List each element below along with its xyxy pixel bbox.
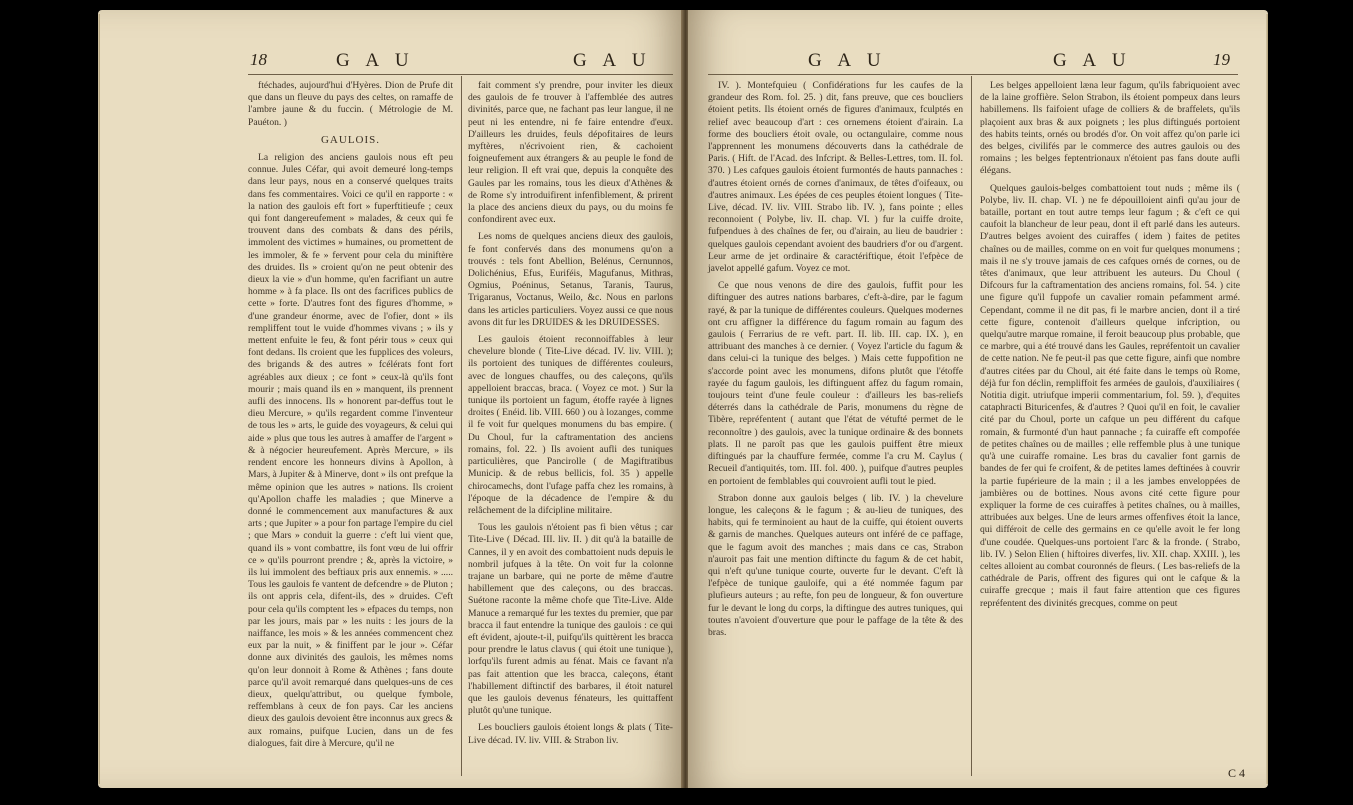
book-spread xyxy=(98,10,1268,800)
left-running-head-1: G A U xyxy=(336,50,415,71)
right-column-2 xyxy=(980,80,1240,615)
paragraph: Strabon donne aux gaulois belges ( lib. IV. ) la chevelure longue, les caleçons & le fagum ; & au-lieu de tuniques, des habits, qui fe terminoient au haut de la cuiffe, qui étoient ouverts & garnis de manches. Quelques auteurs ont inféré de ce paffage, que le fagum avoit des manches ; mais dans ce cas, Strabon n'auroit pas fait une mention diftincte du fagum & de cet habit, qui n'eft qu'une tunique courte, ouverte fur le devant. C'eft là l'efpèce de tunique gauloife, qui a été nommée fagum par plufieurs auteurs ; au refte, fon peu de longueur, & fon ouverture fur le devant le long du corps, la diftingue des autres tuniques, qui toutes n'avoient d'ouverture que pour le paffage de la tête & des bras. xyxy=(708,492,963,638)
right-running-head-1: G A U xyxy=(808,50,887,71)
left-column-2 xyxy=(468,80,673,752)
left-head-rule xyxy=(248,74,673,75)
signature-mark: C 4 xyxy=(1228,766,1246,780)
left-running-head-2: G A U xyxy=(573,50,652,71)
paragraph: ftéchades, aujourd'hui d'Hyères. Dion de Prufe dit que dans un fleuve du pays des celtes, on ramaffe de l'ambre jaune & du fuccin. ( Métrologie de M. Pauéton. ) xyxy=(248,80,453,128)
paragraph: fait comment s'y prendre, pour inviter les dieux des gaulois de fe trouver à l'affemblée des autres divinités, parce que, ne fachant pas leur langue, il ne peut ni les entendre, ni fe faire entendre d'eux. D'ailleurs les druides, feuls dépofitaires de leurs myftères, n'écrivoient rien, & cachoient foigneufement aux étrangers & au peuple le fond de leur religion. Il eft vrai que, depuis la conquête des Gaules par les romains, tous les dieux d'Athènes & de Rome s'y introduifirent infenfiblement, & prirent la place des anciens dieux du pays, ou du moins fe confondirent avec eux. xyxy=(468,80,673,226)
paragraph: IV. ). Montefquieu ( Confidérations fur les caufes de la grandeur des Rom. fol. 25. ) dit, fans preuve, que ces boucliers étoient petits. Ils étoient ornés de figures d'animaux, fculptés en relief avec beaucoup d'art : ces ornemens étoient d'airain. La forme des boucliers étoit ovale, ou octangulaire, comme nous l'apprennent les monumens découverts dans la cathédrale de Paris. ( Hift. de l'Acad. des Infcript. & Belles-Lettres, tom. II. fol. 370. ) Les cafques gaulois étoient furmontés de hauts pannaches : d'autres étoient ornés de cornes d'animaux, de têtes d'oifeaux, ou d'autres animaux. Les épées de ces peuples étoient longues ( Tite-Live, décad. IV. liv. VIII. Strabo lib. IV. ), fans pointe ; elles reconnoient ( Polybe, liv. II. chap. VI. ) fur la cuiffe droite, fufpendues à des chaînes de fer, ou d'airain, au lieu de baudrier : quelques gaulois cependant avoient des baudriers d'or ou d'argent. Leur arme de jet ordinaire & caractériftique, étoit l'efpèce de javelot appellé gafum. Voyez ce mot. xyxy=(708,80,963,275)
left-column-1 xyxy=(248,80,453,755)
right-page-number: 19 xyxy=(1213,50,1230,69)
left-page-number: 18 xyxy=(250,50,267,69)
right-page-edge xyxy=(1266,14,1268,784)
right-head-rule xyxy=(708,74,1238,75)
left-page-edge xyxy=(98,14,100,784)
left-column-rule xyxy=(461,76,462,776)
right-column-1 xyxy=(708,80,963,644)
paragraph: La religion des anciens gaulois nous eft peu connue. Jules Céfar, qui avoit demeuré long-temps dans leur pays, nous en a conservé quelques traits dans fes commentaires. Voici ce qu'il en rapporte : « la nation des gaulois eft fort » fuperftitieufe ; ceux qui font dangereufement » malades, & ceux qui fe trouvent dans des combats & dans des périls, immolent des victimes » humaines, ou promettent de les immoler, & fe » fervent pour cela du miniftère des druides. Ils » croient qu'on ne peut obtenir des dieux la vie » d'un homme, qu'en facrifiant un autre homme » à fa place. Ils ont des facrifices publics de cette » forte. D'autres font des figures d'homme, » d'une grandeur énorme, avec de l'ofier, dont » ils rempliffent tout le vuide d'hommes vivans ; » ils y mettent enfuite le feu, & font périr tous » ceux qui font dedans. Ils croient que les fupplices des voleurs, des brigands & des autres » fcélérats font fort agréables aux dieux ; ce font » ceux-là qu'ils font mourir ; mais quand ils en » manquent, ils prennent aufli des innocens. Ils » honorent par-deffus tout le dieu Mercure, » qu'ils regardent comme l'inventeur de tous les » arts, le guide des voyageurs, & celui qui aide » plus que tous les autres à amaffer de l'argent » & à négocier heureufement. Après Mercure, » ils rendent encore les honneurs divins à Apollon, à Mars, à Jupiter & à Minerve, dont » ils ont prefque la même opinion que les autres » nations. Ils croient qu'Apollon chaffe les maladies ; que Minerve a donné le commencement aux manufactures & aux arts ; que Jupiter » a pour fon partage l'empire du ciel ; que Mars » conduit la guerre : c'eft lui vient que, quand ils » vont combattre, ils font vœu de lui offrir ce » qu'ils pourront prendre ; &, après la victoire, » ils lui immolent des beftiaux pris aux ennemis. » ..... Tous les gaulois fe vantent de defcendre » de Pluton ; ils ont appris cela, difent-ils, des » druides. C'eft pour cela qu'ils comptent les » efpaces du temps, non par les jours, mais par » les nuits : les jours de la naiffance, les mois » & les années commencent chez eux par la nuit, » & finiffent par le jour ». Céfar donne aux divinités des gaulois, les mêmes noms qu'on leur donnoit à Rome & Athènes ; fans doute parce qu'il avoit remarqué dans quelques-uns de ces dieux, quelqu'attribut, ou quelque fymbole, reffemblans à ceux de fon pays. Car les anciens dieux des gaulois devoient être inconnus aux grecs & aux romains, puifque Lucien, dans un de fes dialogues, fait dire à Mercure, qu'il ne xyxy=(248,152,454,749)
paragraph: Les noms de quelques anciens dieux des gaulois, fe font confervés dans des monumens qu'on a trouvés : tels font Abellion, Belénus, Cernunnos, Dolichénius, Efus, Euriféis, Magufanus, Mithras, Ogmius, Poéninus, Setanus, Taranis, Taurus, Trigaranus, Voctanus, Weilo, &c. Nous en parlons dans les articles particuliers. Voyez aussi ce que nous avons dit fur les DRUIDES & les DRUIDESSES. xyxy=(468,231,673,328)
left-page xyxy=(98,10,683,788)
right-column-rule xyxy=(971,76,972,776)
paragraph: Les belges appelloient læna leur fagum, qu'ils fabriquoient avec de la laine groffière. Selon Strabon, ils étoient pompeux dans leurs habillemens. Ils faifoient ufage de colliers & de braffelets, qu'ils plaçoient aux bras & aux poignets ; les plus diftingués portoient des habits teints, ornés ou brodés d'or. On voit affez qu'on parle ici des belges, civilifés par le commerce des autres gaulois ou des romains ; les belges feptentrionaux n'étoient pas fans doute aufli élégans. xyxy=(980,80,1240,177)
right-running-head-2: G A U xyxy=(1053,50,1132,71)
paragraph: Quelques gaulois-belges combattoient tout nuds ; même ils ( Polybe, liv. II. chap. VI. ) ne fe dépouilloient ainfi qu'au jour de bataille, portant en tout autre temps leur fagum ; & c'eft ce qui caufoit la blancheur de leur peau, dont il eft parlé dans les auteurs. D'autres belges avoient des cuiraffes ( idem ) faites de petites chaînes ou de mailles, comme on en voit fur quelques monumens ; mais il ne s'y trouve jamais de ces cafques ornés de cornes, ou de têtes d'animaux, que leur attribuent les auteurs. Du Choul ( Difcours fur la caftramentation des anciens romains, fol. 54. ) cite une figure qu'il fuppofe un cavalier romain pefamment armé. Cependant, comme il ne dit pas, fi le marbre ancien, dont il a tiré cette figure, contenoit d'ailleurs quelque infcription, ou quelqu'autre marque romaine, il feroit beaucoup plus probable, que ce marbre, qui a été trouvé dans les Gaules, repréfentoit un cavalier de cette nation. Ne fe peut-il pas que cette figure, ainfi que nombre d'autres citées par du Choul, ait été faite dans le temps où Rome, déjà fur fon déclin, rempliffoit fes armées de gaulois, d'auxiliaires ( Notitia digit. utriufque imperii commentarium, fol. 59. ), d'equites cataphracti Bituricenfes, & d'autres ? Quoi qu'il en foit, le cavalier cité par du Choul, porte un cafque un peu différent du cafque romain, & furmonté d'un haut pannache ; fa cuiraffe eft compofée de petites chaînes ou de mailles ; elle reffemble plus à une tunique qu'à une cuiraffe romaine. Les bras du cavalier font garnis de bandes de fer qui fe croifent, & de petites lames deftinées à couvrir la partie fupérieure de la main ; il a les jambes enveloppées de jambières ou de bottines. Nous avons cité cette figure pour expliquer la forme de ces cuiraffes à petites chaînes, ou à mailles, attribuées aux belges. Une de leurs armes offenfives étoit la lance, qui différoit de celle des germains en ce qu'elle avoit le fer long d'une coudée. Quelques-uns portoient l'arc & la fronde. ( Strabo, lib. IV. ) Selon Elien ( hiftoires diverfes, liv. XII. chap. XXIII. ), les celtes alloient au combat couronnés de fleurs. ( Les bas-reliefs de la cathédrale de Paris, offrent des figures qui ont le cafque & la cuiraffe grecque ; mais il faut faire attention que ces figures repréfentent des divinités grecques, comme on peut xyxy=(980,182,1240,609)
paragraph: Ce que nous venons de dire des gaulois, fuffit pour les diftinguer des autres nations barbares, c'eft-à-dire, par le fagum rayé, & par la tunique de différentes couleurs. Quelques modernes ont cru affigner la différence du fagum romain au fagum des gaulois ( Ferrarius de re veft. part. II. lib. III. cap. IX. ), en attribuant des manches à ce dernier. ( Voyez l'article du fagum & dans celui-ci la tunique des belges. ) Mais cette fuppofition ne s'accorde point avec les monumens, difons plutôt que l'étoffe rayée du fagum gaulois, les diftinguent affez du fagum romain, toujours teint d'une feule couleur : d'ailleurs les bas-reliefs déterrés dans la cathédrale de Paris, monumens du règne de Tibère, repréfentent ( autant que l'état de vétufté permet de le reconnoître ) des gaulois, avec la tunique ordinaire & des bonnets plats. Il ne paroît pas que les gaulois puiffent être mieux diftingués par la chauffure fermée, comme l'a cru M. Caylus ( Recueil d'antiquités, tom. III. fol. 400. ), puifque d'autres peuples en portoient de femblables qui couvroient aufli tout le pied. xyxy=(708,280,963,487)
right-page xyxy=(688,10,1268,788)
paragraph: Les boucliers gaulois étoient longs & plats ( Tite-Live décad. IV. liv. VIII. & Strabon liv. xyxy=(468,722,673,746)
paragraph: Tous les gaulois n'étoient pas fi bien vêtus ; car Tite-Live ( Décad. III. liv. II. ) dit qu'à la bataille de Cannes, il y en avoit des combattoient nuds depuis le nombril jufques à la tête. On voit fur la colonne trajane un barbare, qui ne porte de même d'autre habillement que des caleçons, ou des braccas. Suétone raconte la même chofe que Tite-Live. Alde Manuce a remarqué fur les textes du premier, que par bracca il faut entendre la tunique des gaulois : ce qui eft évident, ajoute-t-il, puifqu'ils quittèrent les bracca pour prendre le latus clavus ( qui étoit une tunique ), lorfqu'ils furent admis au fénat. Mais ce favant n'a pas fait attention que les bracca, caleçons, étant l'habillement diftinctif des barbares, il étoit naturel que les gaulois devenus fénateurs, les quittaffent plutôt qu'une tunique. xyxy=(468,522,673,717)
paragraph: Les gaulois étoient reconnoiffables à leur chevelure blonde ( Tite-Live décad. IV. liv. VIII. ); ils portoient des tuniques de différentes couleurs, avec de longues chauffes, ou des caleçons, qu'ils appelloient braccas, braca. ( Voyez ce mot. ) Sur la tunique ils portoient un fagum, étoffe rayée à lignes droites ( Enéid. lib. VIII. 660 ) ou à lozanges, comme il fe voit fur quelques monumens du bas empire. ( Du Choul, fur la caftramentation des anciens romains, fol. 22. ) Ils avoient aufli des tuniques particulières, que Pancirolle ( de Magiftratibus Municip. & de rebus bellicis, fol. 35 ) appelle chirocamechs, dont l'ufage paffa chez les romains, à l'époque de la décadence de l'empire & du relâchement de la difcipline militaire. xyxy=(468,334,673,516)
article-heading: GAULOIS. xyxy=(320,133,381,146)
